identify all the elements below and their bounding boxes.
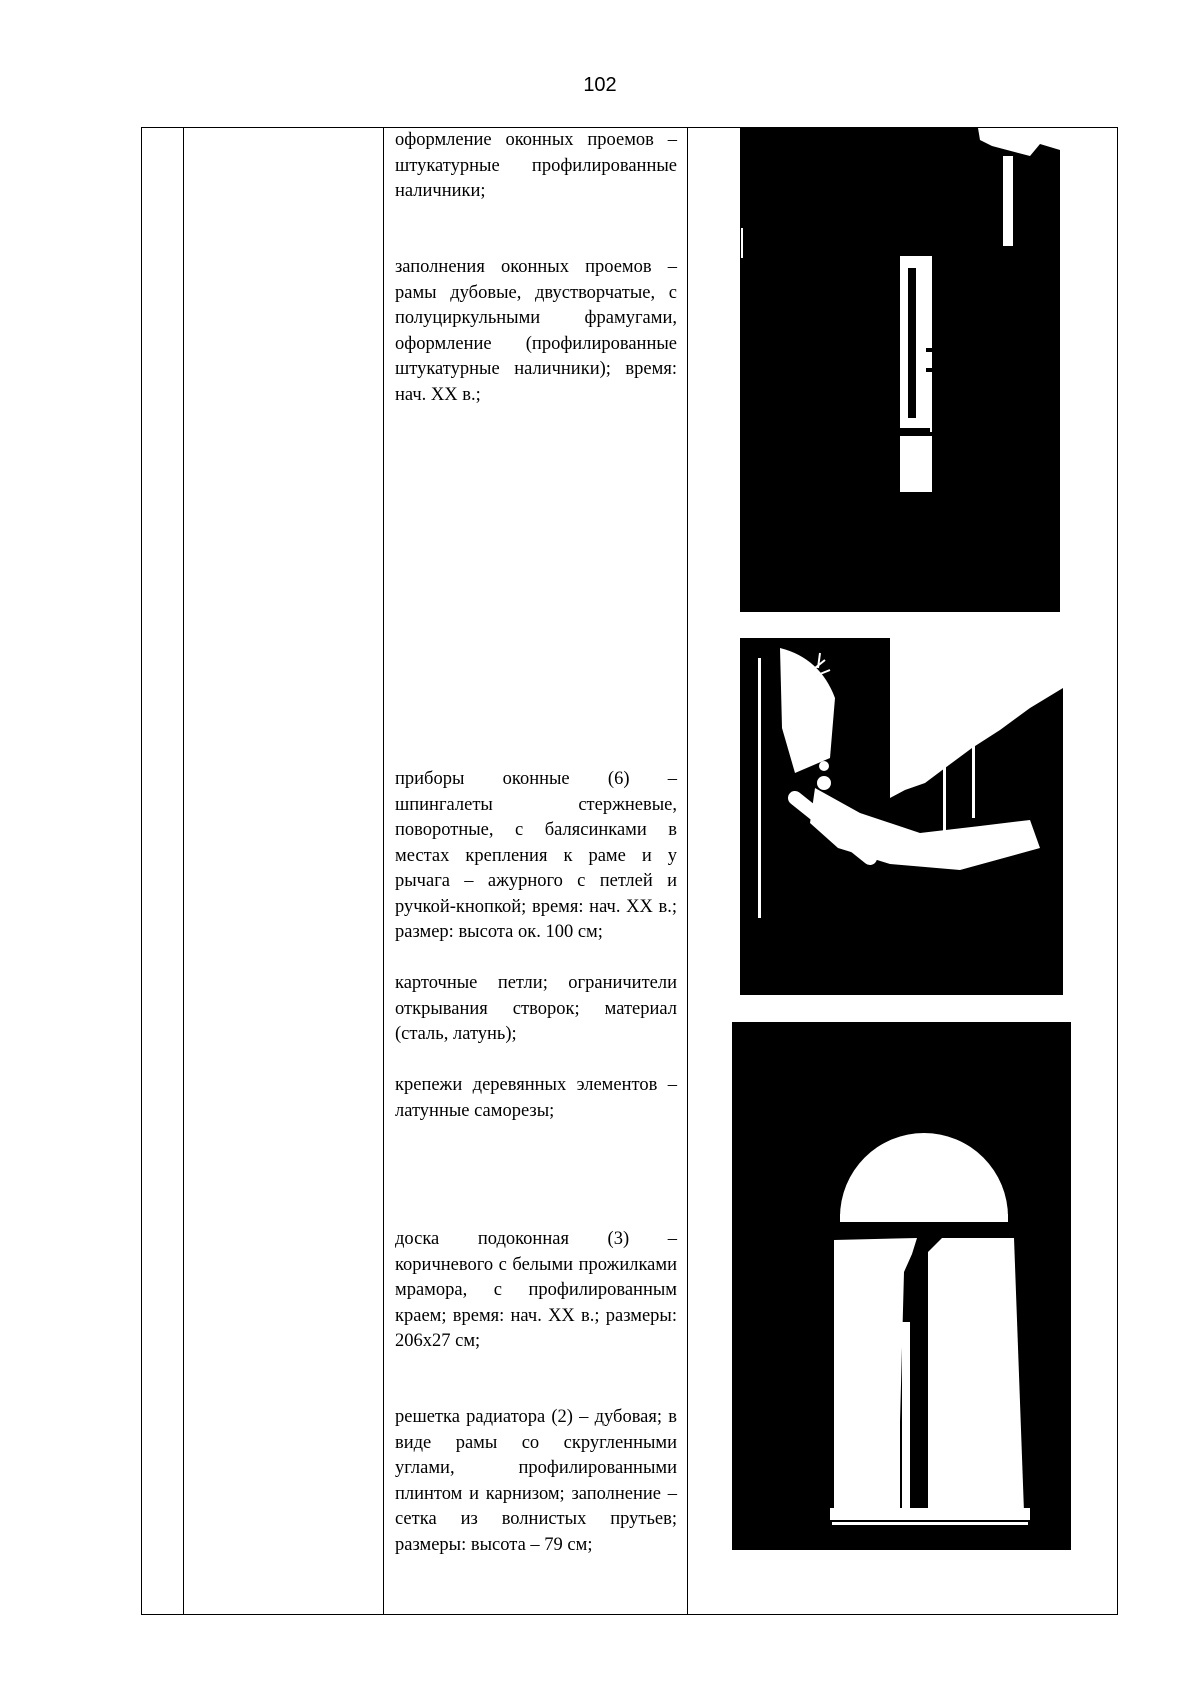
column-divider [183, 127, 184, 1615]
page-number: 102 [583, 74, 617, 96]
window-openings-decoration-text: оформление оконных проемов – штукатурные профилированные наличники; [395, 130, 677, 201]
radiator-grille-text: решетка радиатора (2) – дубовая; в виде рамы со скругленными углами, профилированными плинтом и карнизом; заполнение – сетка из волнистых прутьев; размеры: высота – 79 см; [395, 1407, 677, 1555]
column-divider [383, 127, 384, 1615]
window-fittings-text: приборы оконные (6) – шпингалеты стержневые, поворотные, с балясинками в местах крепления к раме и у рычага – ажурного с петлей и ручкой-кнопкой; время: нач. XX в.; размер: высота ок. 100 см; [395, 769, 677, 942]
window-sill-text: доска подоконная (3) – коричневого с белыми прожилками мрамора, с профилированным краем; время: нач. XX в.; размеры: 206х27 см; [395, 1229, 677, 1351]
arched-window-photo [732, 1022, 1071, 1550]
card-hinges-text: карточные петли; ограничители открывания створок; материал (сталь, латунь); [395, 973, 677, 1044]
window-photo [740, 128, 1060, 612]
fasteners-text: крепежи деревянных элементов – латунные саморезы; [395, 1075, 677, 1121]
column-divider [687, 127, 688, 1615]
window-fillings-text: заполнения оконных проемов – рамы дубовые, двустворчатые, с полуциркульными фрамугами, оформление (профилированные штукатурные наличники); время: нач. XX в.; [395, 257, 677, 405]
window-fitting-photo [740, 638, 1063, 995]
